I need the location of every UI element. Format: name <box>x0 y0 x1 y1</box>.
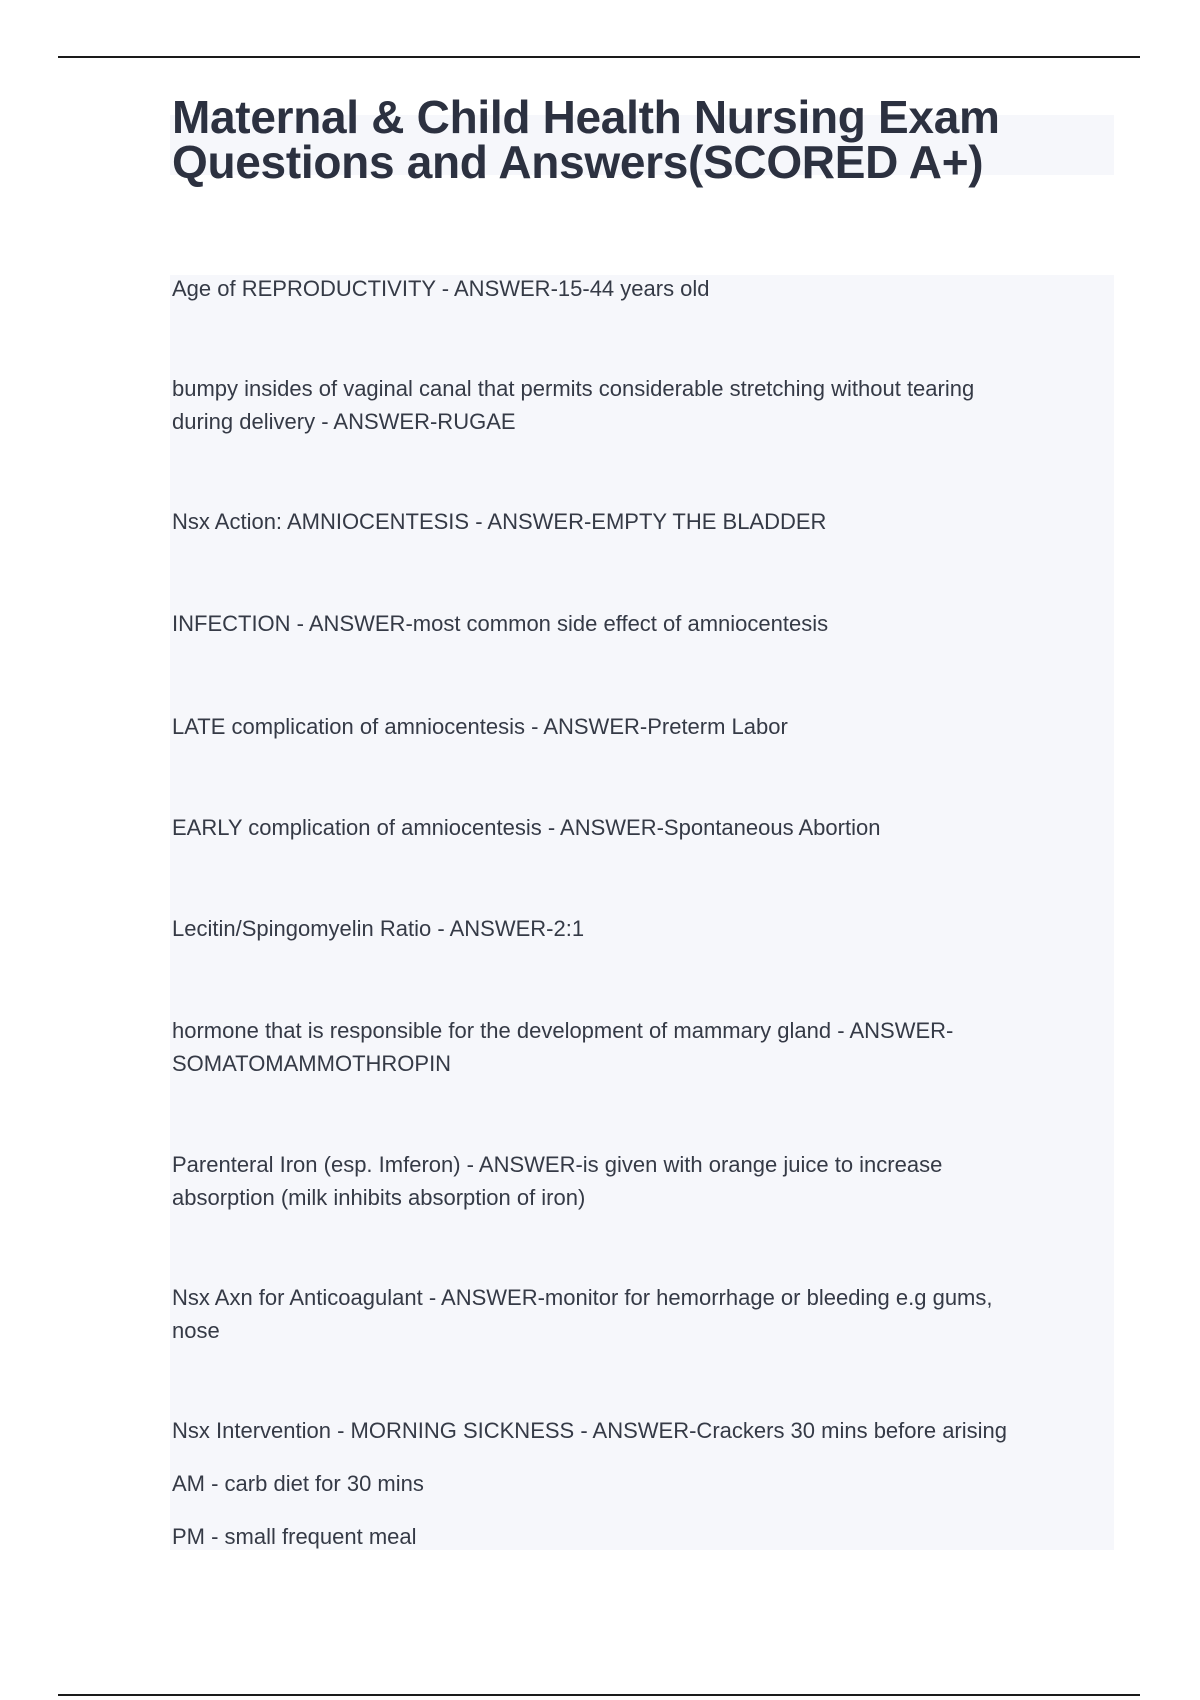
qa-item <box>172 607 1112 640</box>
qa-item <box>172 1281 1112 1347</box>
qa-line: bumpy insides of vaginal canal that permits considerable stretching without tearing <box>172 376 975 401</box>
qa-line: LATE complication of amniocentesis - ANSWER-Preterm Labor <box>172 714 788 739</box>
title-line-1: Maternal & Child Health Nursing Exam <box>172 91 1000 143</box>
qa-line: INFECTION - ANSWER-most common side effect of amniocentesis <box>172 611 829 636</box>
qa-line: AM - carb diet for 30 mins <box>172 1471 424 1496</box>
qa-line: hormone that is responsible for the development of mammary gland - ANSWER- <box>172 1018 954 1043</box>
qa-item <box>172 1520 1112 1553</box>
qa-line: Age of REPRODUCTIVITY - ANSWER-15-44 years old <box>172 276 710 301</box>
bottom-rule <box>58 1694 1140 1696</box>
qa-item <box>172 912 1112 945</box>
qa-line: Nsx Axn for Anticoagulant - ANSWER-monitor for hemorrhage or bleeding e.g gums, <box>172 1285 993 1310</box>
qa-line: Nsx Intervention - MORNING SICKNESS - ANSWER-Crackers 30 mins before arising <box>172 1418 1008 1443</box>
top-rule <box>58 56 1140 58</box>
qa-item <box>172 372 1112 438</box>
qa-item <box>172 272 1112 305</box>
qa-item <box>172 710 1112 743</box>
document-title <box>172 91 1132 189</box>
qa-item <box>172 811 1112 844</box>
qa-line: absorption (milk inhibits absorption of iron) <box>172 1185 586 1210</box>
qa-item <box>172 1414 1112 1447</box>
qa-line: during delivery - ANSWER-RUGAE <box>172 409 516 434</box>
qa-line: EARLY complication of amniocentesis - ANSWER-Spontaneous Abortion <box>172 815 881 840</box>
qa-item <box>172 1014 1112 1080</box>
title-line-2: Questions and Answers(SCORED A+) <box>172 136 984 189</box>
qa-item <box>172 1467 1112 1500</box>
qa-item <box>172 1148 1112 1214</box>
qa-line: Parenteral Iron (esp. Imferon) - ANSWER-is given with orange juice to increase <box>172 1152 943 1177</box>
qa-line: SOMATOMAMMOTHROPIN <box>172 1051 452 1076</box>
qa-line: nose <box>172 1318 220 1343</box>
qa-item <box>172 505 1112 538</box>
qa-line: Lecitin/Spingomyelin Ratio - ANSWER-2:1 <box>172 916 585 941</box>
qa-line: PM - small frequent meal <box>172 1524 417 1549</box>
qa-line: Nsx Action: AMNIOCENTESIS - ANSWER-EMPTY THE BLADDER <box>172 509 827 534</box>
